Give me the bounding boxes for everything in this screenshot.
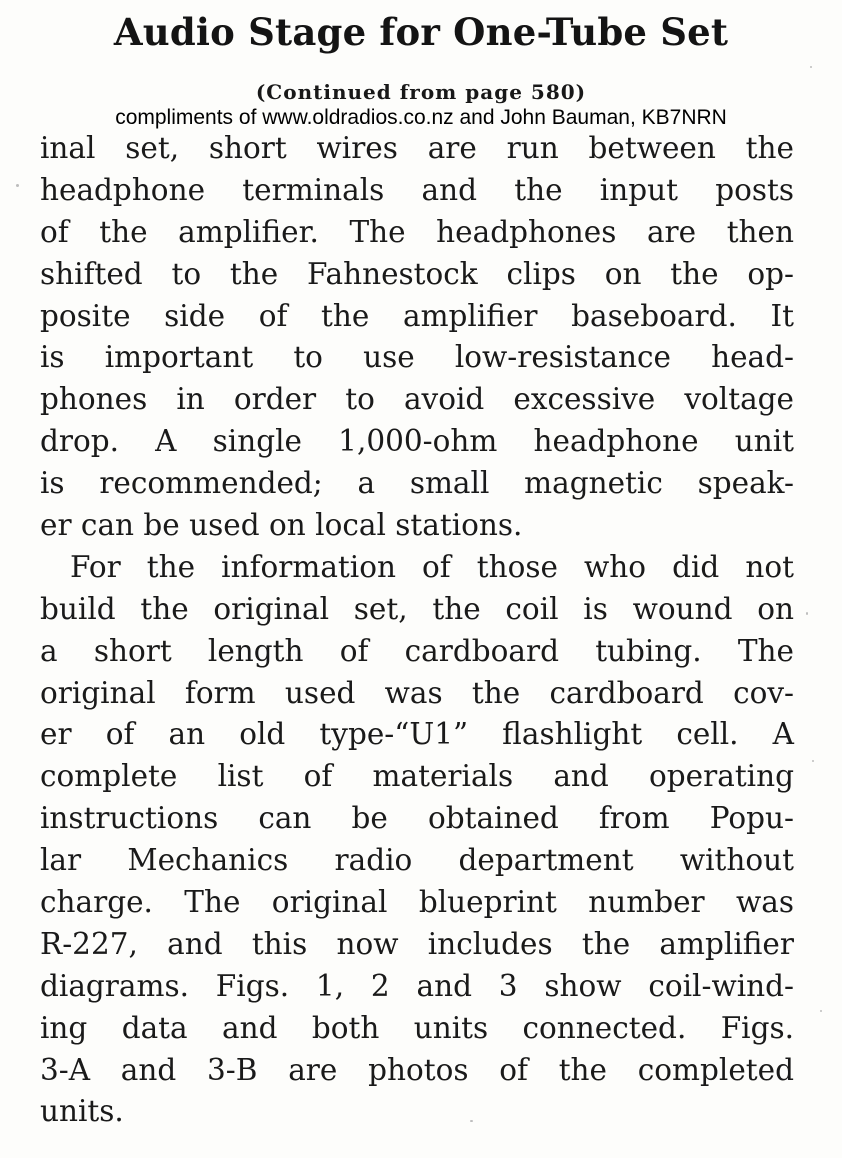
- text-line: R-227, and this now includes the amplifier: [40, 926, 794, 961]
- text-line: headphone terminals and the input posts: [40, 172, 794, 207]
- text-line: diagrams. Figs. 1, 2 and 3 show coil-wind-: [40, 968, 794, 1003]
- text-line: shifted to the Fahnestock clips on the op-: [40, 256, 794, 291]
- text-line: For the information of those who did not: [70, 549, 794, 584]
- scan-speck: [16, 184, 19, 187]
- scan-speck: [820, 1010, 822, 1012]
- text-line: drop. A single 1,000-ohm headphone unit: [40, 424, 794, 459]
- text-line: instructions can be obtained from Popu-: [40, 801, 794, 836]
- text-line: inal set, short wires are run between the: [40, 131, 794, 165]
- credit-line: compliments of www.oldradios.co.nz and John Bauman, KB7NRN: [115, 106, 727, 129]
- text-line: er of an old type-“U1” flashlight cell. A: [40, 717, 794, 752]
- scan-speck: [470, 1120, 473, 1122]
- scan-speck: [812, 760, 814, 762]
- article-body: [40, 128, 794, 1133]
- text-line: a short length of cardboard tubing. The: [40, 633, 794, 668]
- text-line: units.: [40, 1094, 124, 1129]
- text-line: of the amplifier. The headphones are then: [40, 214, 794, 249]
- scan-speck: [810, 66, 812, 68]
- text-line: phones in order to avoid excessive voltage: [40, 382, 794, 417]
- scan-speck: [806, 612, 808, 615]
- text-line: 3-A and 3-B are photos of the completed: [40, 1052, 794, 1087]
- text-line: original form used was the cardboard cov-: [40, 675, 794, 710]
- text-line: is important to use low-resistance head-: [40, 340, 794, 375]
- text-line: lar Mechanics radio department without: [40, 843, 794, 878]
- paragraph-2: [40, 547, 794, 1133]
- continued-notice: (Continued from page 580): [255, 80, 587, 104]
- text-line: build the original set, the coil is wound on: [40, 591, 794, 626]
- paragraph-1: [40, 128, 794, 547]
- text-line: posite side of the amplifier baseboard. It: [40, 298, 794, 333]
- text-line: ing data and both units connected. Figs.: [40, 1010, 794, 1045]
- article-title: Audio Stage for One-Tube Set: [113, 10, 729, 54]
- text-line: charge. The original blueprint number was: [40, 885, 794, 920]
- text-line: complete list of materials and operating: [40, 759, 794, 794]
- text-line: er can be used on local stations.: [40, 508, 523, 543]
- text-line: is recommended; a small magnetic speak-: [40, 466, 794, 501]
